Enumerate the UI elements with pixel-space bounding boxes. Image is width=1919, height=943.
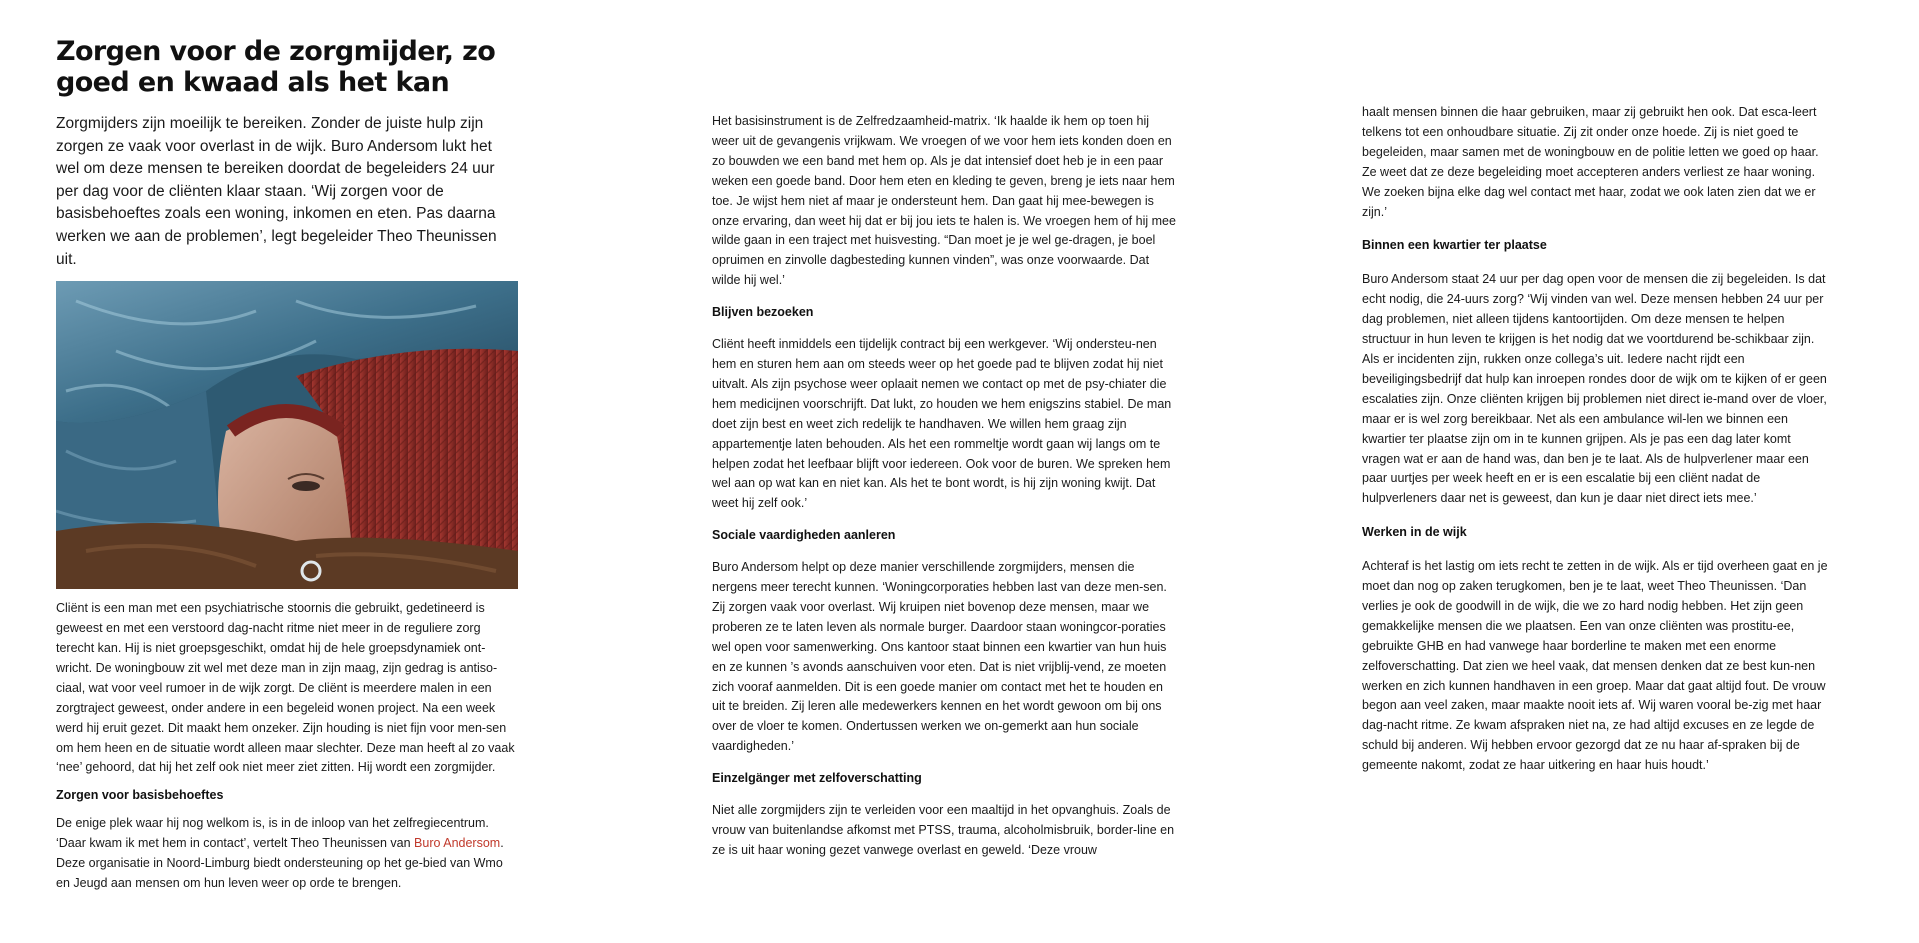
buro-andersom-link[interactable]: Buro Andersom xyxy=(414,836,501,851)
col3-paragraph-2: Buro Andersom staat 24 uur per dag open voor de mensen die zij begeleiden. Is dat echt nodig, die 24-uurs zorg? ‘Wij vinden van wel. Deze mensen hebben 24 uur per dag problemen, niet alleen tijdens kantoortijden. Om deze mensen te helpen structuur in hun leven te krijgen is het nodig dat we voortdurend be-schikbaar zijn. Als er incidenten zijn, rukken onze collega’s uit. Iedere nacht rijdt een beveiligingsbedrijf dat hulp kan inroepen rondes door de wijk om te kijken of er geen escalaties zijn. Onze cliënten krijgen bij problemen niet direct ie-mand over de vloer, maar er is wel zorg bereikbaar. Net als een ambulance wil-len we binnen een kwartier ter plaatse zijn om in te kunnen grijpen. Als je pas een dag later komt vragen wat er aan de hand was, dan ben je te laat. Als de hulpverlener maar een paar uurtjes per week heeft en er is een escalatie bij een cliënt nadat de hulpverleners daar net is geweest, dan kun je daar niet direct iets mee.’ xyxy=(1362,272,1827,506)
column-3 xyxy=(1362,103,1832,776)
heading-binnen-een-kwartier: Binnen een kwartier ter plaatse xyxy=(1362,238,1547,253)
heading-zorgen-voor-basisbehoeftes: Zorgen voor basisbehoeftes xyxy=(56,788,224,803)
col2-paragraph-3: Buro Andersom helpt op deze manier verschillende zorgmijders, mensen die nergens meer terecht kunnen. ‘Woningcorporaties hebben last van deze men-sen. Zij zorgen vaak voor overlast. Wij kruipen niet bovenop deze mensen, maar we proberen ze te laten leven als normale burger. Daardoor staan woningcor-poraties wel open voor samenwerking. Ons kantoor staat binnen een kwartier van hun huis en ze kunnen ’s avonds aanschuiven voor eten. Dat is niet vrijblij-vend, ze moeten zich vooraf aanmelden. Dit is een goede manier om contact met het te houden en uit te breiden. Zij leren alle medewerkers kennen en het wordt gewoon om bij ons over de vloer te komen. Ondertussen werken we on-gemerkt aan hun sociale vaardigheden.’ xyxy=(712,560,1167,754)
col1-paragraph-1: Cliënt is een man met een psychiatrische stoornis die gebruikt, gedetineerd is geweest en met een verstoord dag-nacht ritme niet meer in de reguliere zorg terecht kan. Hij is niet groepsgeschikt, omdat hij de hele groepsdynamiek ont-wricht. De woningbouw zit wel met deze man in zijn maag, zijn gedrag is antiso-ciaal, wat voor veel rumoer in de wijk zorgt. De cliënt is meerdere malen in een zorgtraject geweest, onder andere in een begeleid wonen project. Na een week werd hij eruit gezet. Dit maakt hem onzeker. Zijn houding is niet fijn voor men-sen om hem heen en de situatie wordt alleen maar slechter. Deze man heeft al zo vaak ‘nee’ gehoord, dat hij het zelf ook niet meer ziet zitten. Hij wordt een zorgmijder. xyxy=(56,601,515,775)
col1-paragraph-2-text-a: De enige plek waar hij nog welkom is, is in de inloop van het zelfregiecentrum. ‘Daar kwam ik met hem in contact’, vertelt Theo Theunissen van xyxy=(56,816,489,851)
col1-paragraph-2-text-b: . Deze organisatie in Noord-Limburg biedt ondersteuning op het ge-bied van Wmo en Jeugd aan mensen om hun leven weer op orde te brengen. xyxy=(56,836,504,890)
heading-blijven-bezoeken: Blijven bezoeken xyxy=(712,305,814,320)
page-title: Zorgen voor de zorgmijder, zo goed en kwaad als het kan xyxy=(56,36,496,98)
col2-paragraph-1: Het basisinstrument is de Zelfredzaamheid-matrix. ‘Ik haalde ik hem op toen hij weer uit de gevangenis vrijkwam. We vroegen of we voor hem iets konden doen en zo bouwden we een band met hem op. Als je dat intensief doet heb je in een paar weken een goede band. Door hem eten en kleding te geven, breng je iets naar hem toe. Je wijst hem niet af maar je ondersteunt hem. Dan gaat hij mee-bewegen is onze ervaring, dan weet hij dat er bij jou iets te halen is. We vroegen hem of hij mee wilde gaan in een traject met huisvesting. “Dan moet je je wel ge-dragen, je boel opruimen en zinvolle dagbesteding kunnen vinden”, was onze voorwaarde. Dat wilde hij wel.’ xyxy=(712,114,1176,288)
col1-paragraph-2 xyxy=(56,814,518,894)
column-1 xyxy=(56,0,518,894)
col3-paragraph-3: Achteraf is het lastig om iets recht te zetten in de wijk. Als er tijd overheen gaat en je moet dan nog op zaken terugkomen, ben je te laat, weet Theo Theunissen. ‘Dan verlies je ook de goodwill in de wijk, die we zo hard nodig hebben. Het zijn geen gemakkelijke mensen die we plaatsen. Een van onze cliënten was prostitu-ee, gebruikte GHB en had vanwege haar borderline te maken met een enorme zelfoverschatting. Dat zien we heel vaak, dat mensen denken dat ze best kun-nen werken en zich kunnen handhaven in een groep. Maar dat gaat altijd fout. De vrouw begon aan veel zaken, maar maakte nooit iets af. Wij waren vooral be-zig met haar dag-nacht ritme. Ze kwam afspraken niet na, ze had altijd excuses en ze legde de schuld bij anderen. Wij hebben ervoor gezorgd dat ze nu haar af-spraken bij de gemeente nakomt, zodat ze haar uitkering en haar huis houdt.’ xyxy=(1362,559,1828,773)
col2-paragraph-4: Niet alle zorgmijders zijn te verleiden voor een maaltijd in het opvanghuis. Zoals de vrouw van buitenlandse afkomst met PTSS, trauma, alcoholmisbruik, border-line en ze is uit haar woning gezet vanwege overlast en geweld. ‘Deze vrouw xyxy=(712,803,1175,857)
col2-paragraph-2: Cliënt heeft inmiddels een tijdelijk contract bij een werkgever. ‘Wij ondersteu-nen hem en sturen hem aan om steeds weer op het goede pad te blijven zodat hij niet uitvalt. Als zijn psychose weer oplaait nemen we contact op met de psy-chiater die hem medicijnen voorschrijft. Dat lukt, zo houden we hem enigszins stabiel. De man doet zijn best en weet zich redelijk te handhaven. We willen hem graag zijn appartementje laten behouden. Als het een rommeltje wordt gaan wij langs om te helpen zodat het leefbaar blijft voor iedereen. Ook voor de buren. We spreken hem wel aan op wat kan en niet kan. Als het te bont wordt, is hij zijn woning kwijt. Dat weet hij zelf ook.’ xyxy=(712,337,1172,511)
heading-einzelganger: Einzelgänger met zelfoverschatting xyxy=(712,771,922,786)
photo-homeless-man-sleeping-bag xyxy=(56,281,518,589)
col3-paragraph-1: haalt mensen binnen die haar gebruiken, maar zij gebruikt hen ook. Dat esca-leert telkens tot een onhoudbare situatie. Zij zit onder onze hoede. Zij is niet goed te begeleiden, maar samen met de woningbouw en de politie letten we goed op haar. Ze weet dat ze deze begeleiding moet accepteren anders verliest ze haar woning. We zoeken bijna elke dag wel contact met haar, zodat we ook laten zien dat we er zijn.’ xyxy=(1362,105,1819,219)
column-2 xyxy=(712,112,1178,861)
lead-paragraph: Zorgmijders zijn moeilijk te bereiken. Zonder de juiste hulp zijn zorgen ze vaak voor overlast in de wijk. Buro Andersom lukt het wel om deze mensen te bereiken doordat de begeleiders 24 uur per dag voor de cliënten klaar staan. ‘Wij zorgen voor de basisbehoeftes zoals een woning, inkomen en eten. Pas daarna werken we aan de problemen’, legt begeleider Theo Theunissen uit. xyxy=(56,115,497,268)
heading-werken-in-de-wijk: Werken in de wijk xyxy=(1362,525,1467,540)
heading-sociale-vaardigheden: Sociale vaardigheden aanleren xyxy=(712,528,896,543)
